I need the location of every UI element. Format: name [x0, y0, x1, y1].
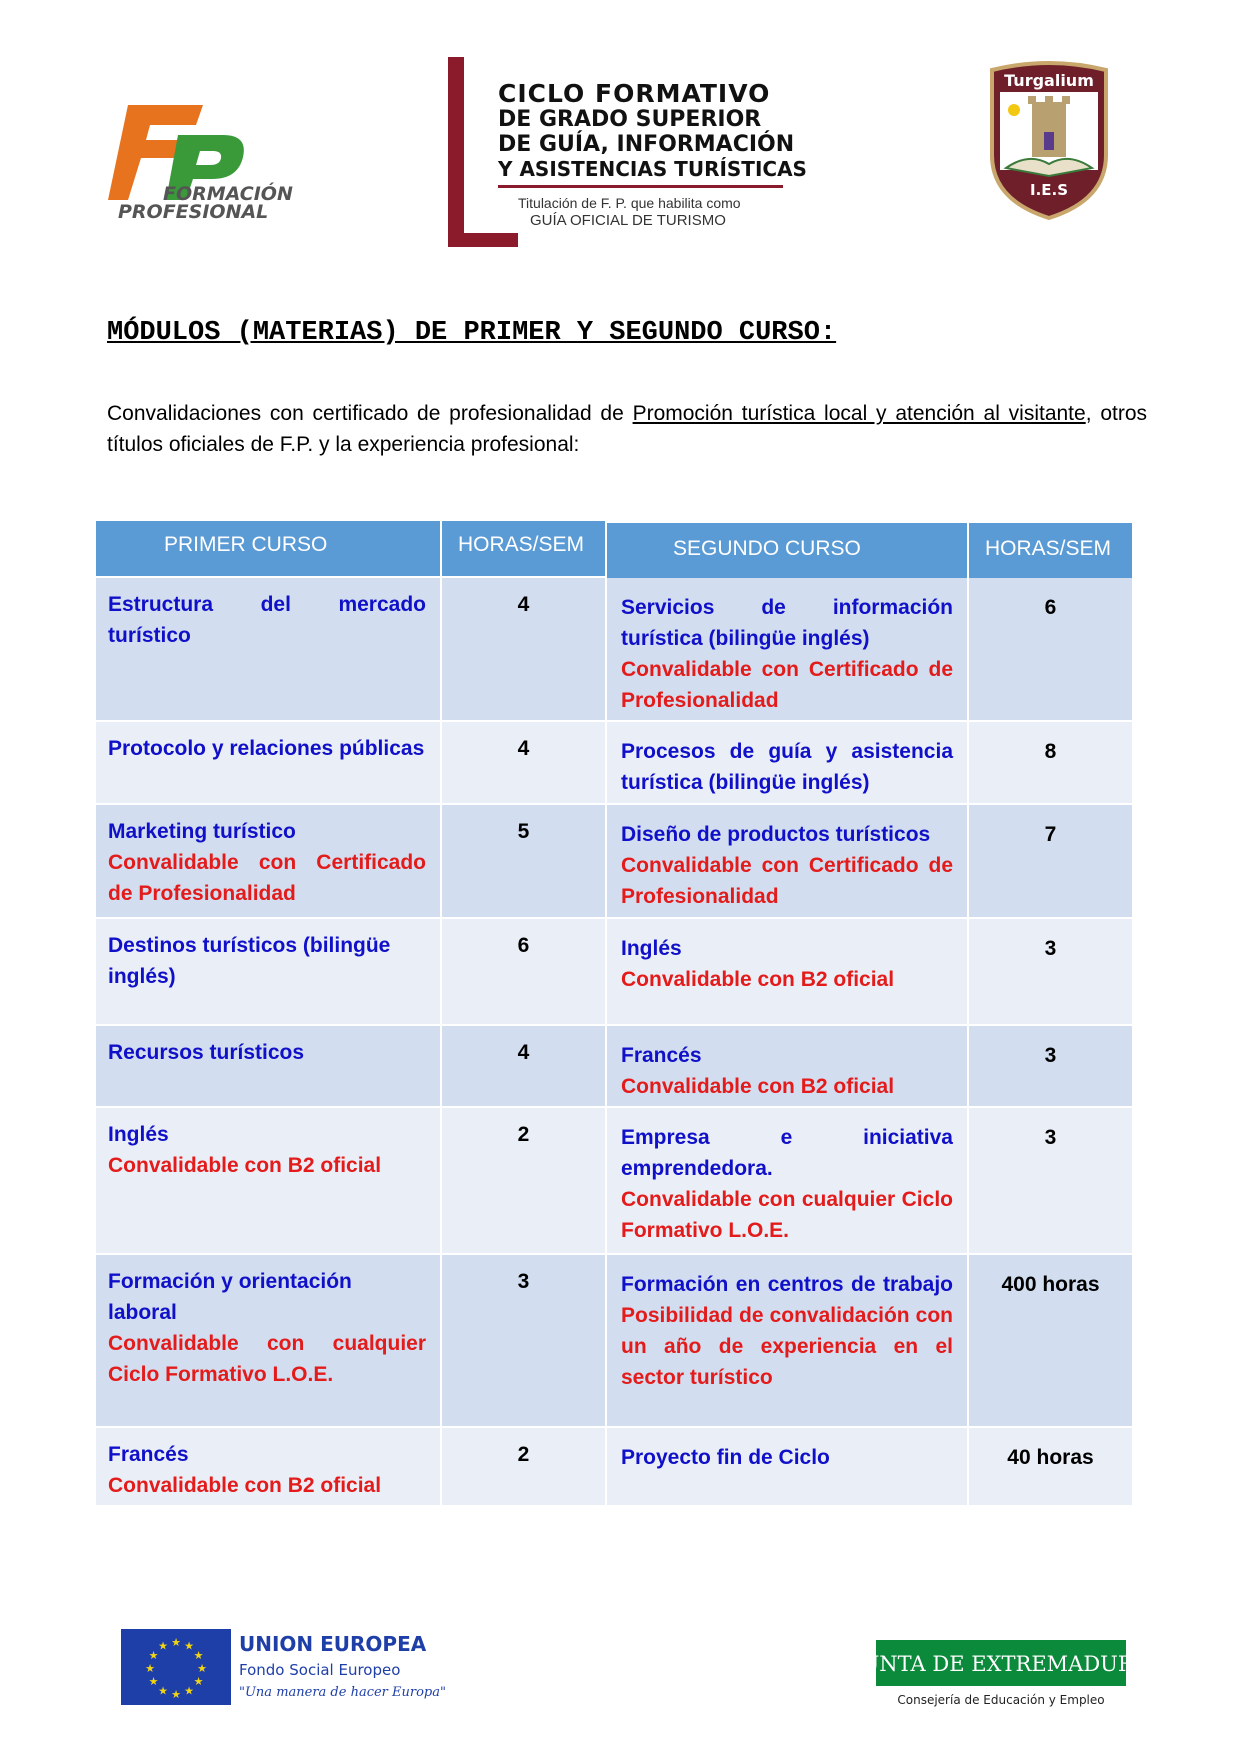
banner-bar	[448, 57, 464, 247]
primer-convalidation-note: Convalidable con Certificado de Profesionalidad	[108, 851, 426, 905]
header-segundo-curso: SEGUNDO CURSO	[607, 523, 967, 578]
segundo-hours-value: 3	[1044, 937, 1057, 960]
banner-line-2: DE GRADO SUPERIOR	[498, 107, 762, 132]
primer-module-name: Francés	[108, 1443, 189, 1466]
primer-hours-value: 2	[517, 1123, 530, 1146]
primer-hours-cell	[442, 1108, 605, 1253]
primer-hours-value: 4	[517, 1041, 530, 1064]
segundo-hours-cell	[969, 722, 1132, 803]
junta-line1: JUNTA DE EXTREMADURA	[853, 1652, 1149, 1676]
banner-foot	[448, 233, 518, 247]
primer-hours-value: 4	[517, 737, 530, 760]
segundo-module-name: Francés	[621, 1044, 702, 1067]
primer-hours-value: 5	[517, 820, 530, 843]
segundo-hours-value: 3	[1044, 1044, 1057, 1067]
primer-hours-cell	[442, 578, 605, 720]
segundo-module-name: Procesos de guía y asistencia turística (bilingüe inglés)	[621, 740, 953, 794]
segundo-module-name: Formación en centros de trabajo	[621, 1273, 953, 1296]
segundo-module-cell	[607, 578, 967, 720]
fp-logo-line1: FORMACIÓN	[163, 183, 293, 205]
primer-hours-cell	[442, 722, 605, 803]
eu-star-icon: ★	[171, 1637, 181, 1649]
turgalium-name: Turgalium	[1004, 71, 1094, 90]
eu-star-icon: ★	[184, 1640, 194, 1653]
segundo-module-cell	[607, 919, 967, 1024]
primer-hours-value: 6	[517, 934, 530, 957]
intro-part2: , otros títulos oficiales de F.P. y la experiencia profesional:	[107, 402, 1148, 456]
segundo-hours-cell	[969, 805, 1132, 917]
primer-module-cell	[96, 919, 440, 1024]
segundo-module-name: Inglés	[621, 937, 682, 960]
ciclo-formativo-banner	[448, 55, 807, 250]
segundo-module-name: Diseño de productos turísticos	[621, 823, 931, 846]
segundo-module-text	[621, 1269, 953, 1393]
segundo-hours-cell	[969, 578, 1132, 720]
eu-line2: Fondo Social Europeo	[239, 1661, 401, 1679]
primer-module-name: Protocolo y relaciones públicas	[108, 737, 425, 760]
eu-star-icon: ★	[193, 1676, 204, 1688]
segundo-hours-value: 6	[1044, 596, 1057, 619]
segundo-hours-value: 3	[1044, 1126, 1057, 1149]
primer-module-cell	[96, 805, 440, 917]
intro-paragraph	[107, 398, 1147, 460]
primer-convalidation-note: Convalidable con cualquier Ciclo Formativo L.O.E.	[108, 1332, 426, 1386]
primer-hours-value: 3	[517, 1270, 530, 1293]
eu-star-icon: ★	[197, 1663, 207, 1675]
intro-certificate-link: Promoción turística local y atención al visitante	[632, 402, 1086, 425]
primer-hours-cell	[442, 1428, 605, 1505]
header-horas-1: HORAS/SEM	[442, 521, 605, 576]
segundo-hours-cell	[969, 1026, 1132, 1106]
segundo-module-cell	[607, 1108, 967, 1253]
primer-module-name: Formación y orientación laboral	[108, 1270, 352, 1324]
header-horas-2: HORAS/SEM	[969, 523, 1132, 578]
segundo-module-cell	[607, 1026, 967, 1106]
segundo-hours-value: 8	[1044, 740, 1057, 763]
eu-star-icon: ★	[184, 1685, 194, 1698]
segundo-convalidation-note: Convalidable con cualquier Ciclo Formativo L.O.E.	[621, 1188, 953, 1242]
page-title: MÓDULOS (MATERIAS) DE PRIMER Y SEGUNDO CURSO:	[107, 318, 837, 348]
eu-star-icon: ★	[193, 1650, 204, 1662]
eu-star-icon: ★	[148, 1676, 159, 1688]
intro-part1: Convalidaciones con certificado de profesionalidad de	[107, 402, 633, 425]
union-europea-logo	[121, 1629, 446, 1707]
segundo-module-name: Empresa e iniciativa emprendedora.	[621, 1126, 953, 1180]
primer-module-cell	[96, 722, 440, 803]
primer-hours-cell	[442, 1026, 605, 1106]
banner-line-4: Y ASISTENCIAS TURÍSTICAS	[498, 157, 807, 181]
segundo-module-cell	[607, 1255, 967, 1426]
primer-module-cell	[96, 1428, 440, 1505]
primer-module-name: Estructura del mercado turístico	[108, 593, 426, 647]
primer-module-name: Recursos turísticos	[108, 1041, 305, 1064]
banner-line-1: CICLO FORMATIVO	[498, 79, 771, 108]
banner-line-3: DE GUÍA, INFORMACIÓN	[498, 132, 795, 157]
eu-star-icon: ★	[145, 1663, 155, 1675]
eu-line1: UNION EUROPEA	[239, 1632, 427, 1656]
eu-star-icon: ★	[148, 1650, 159, 1662]
segundo-convalidation-note: Convalidable con B2 oficial	[621, 968, 895, 991]
primer-hours-cell	[442, 1255, 605, 1426]
segundo-hours-value: 7	[1044, 823, 1057, 846]
primer-convalidation-note: Convalidable con B2 oficial	[108, 1154, 382, 1177]
segundo-module-cell	[607, 1428, 967, 1505]
primer-hours-value: 4	[517, 593, 530, 616]
primer-module-cell	[96, 1255, 440, 1426]
formacion-profesional-logo	[108, 95, 298, 230]
primer-module-name: Destinos turísticos (bilingüe inglés)	[108, 934, 391, 988]
segundo-hours-cell	[969, 1428, 1132, 1505]
primer-module-cell	[96, 1108, 440, 1253]
segundo-hours-value: 400 horas	[1001, 1273, 1100, 1296]
primer-hours-cell	[442, 919, 605, 1024]
header-primer-curso: PRIMER CURSO	[96, 521, 440, 576]
primer-module-cell	[96, 1026, 440, 1106]
segundo-module-name: Servicios de información turística (bilingüe inglés)	[621, 596, 953, 650]
segundo-convalidation-note: Convalidable con Certificado de Profesionalidad	[621, 658, 953, 712]
segundo-convalidation-note: Posibilidad de convalidación con un año de experiencia en el sector turístico	[621, 1304, 953, 1389]
segundo-convalidation-note: Convalidable con B2 oficial	[621, 1075, 895, 1098]
primer-convalidation-note: Convalidable con B2 oficial	[108, 1474, 382, 1497]
eu-line3: "Una manera de hacer Europa"	[239, 1685, 446, 1700]
segundo-convalidation-note: Convalidable con Certificado de Profesionalidad	[621, 854, 953, 908]
segundo-module-name: Proyecto fin de Ciclo	[621, 1446, 830, 1469]
segundo-hours-cell	[969, 1108, 1132, 1253]
eu-star-icon: ★	[171, 1689, 181, 1701]
primer-module-name: Marketing turístico	[108, 820, 296, 843]
fp-logo-line2: PROFESIONAL	[118, 201, 269, 223]
segundo-module-cell	[607, 722, 967, 803]
segundo-hours-cell	[969, 919, 1132, 1024]
segundo-module-cell	[607, 805, 967, 917]
junta-line2: Consejería de Educación y Empleo	[897, 1693, 1105, 1707]
turgalium-crest-logo	[984, 60, 1114, 220]
primer-module-name: Inglés	[108, 1123, 169, 1146]
eu-star-icon: ★	[158, 1685, 168, 1698]
primer-hours-value: 2	[517, 1443, 530, 1466]
banner-subtitle-1: Titulación de F. P. que habilita como	[518, 195, 741, 211]
eu-star-icon: ★	[158, 1640, 168, 1653]
segundo-hours-cell	[969, 1255, 1132, 1426]
segundo-hours-value: 40 horas	[1007, 1446, 1094, 1469]
primer-module-cell	[96, 578, 440, 720]
primer-hours-cell	[442, 805, 605, 917]
banner-subtitle-2: GUÍA OFICIAL DE TURISMO	[530, 212, 726, 229]
banner-rule	[498, 185, 783, 188]
junta-extremadura-logo	[853, 1640, 1149, 1712]
turgalium-ies: I.E.S	[1029, 181, 1069, 199]
